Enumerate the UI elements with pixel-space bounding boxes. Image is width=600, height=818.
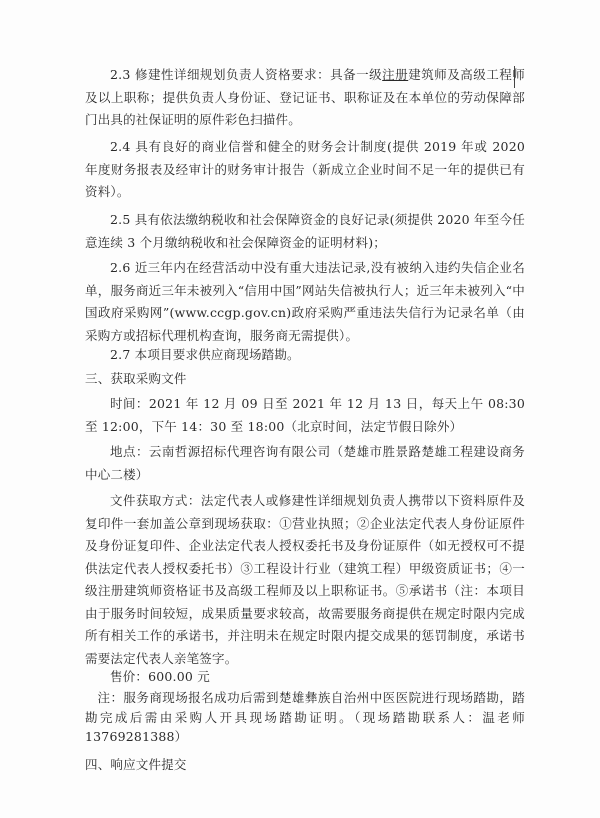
section-2-4-text: 2.4 具有良好的商业信誉和健全的财务会计制度(提供 2019 年或 2020 年度财务报表及经审计的财务审计报告（新成立企业时间不足一年的提供已有资料）。 <box>85 139 525 199</box>
section-2-7-text: 2.7 本项目要求供应商现场踏勘。 <box>110 347 300 362</box>
section-3-title: 三、获取采购文件 <box>85 371 187 386</box>
section-location <box>85 441 525 486</box>
section-2-6-text: 2.6 近三年内在经营活动中没有重大违法记录,没有被纳入违约失信企业名单，服务商近三年未被列入“信用中国”网站失信被执行人；近三年未被列入“中国政府采购网”(www.ccgp.gov.cn)政府采购严重违法失信行为记录名单（由采购方或招标代理机构查询，服务商无需提供）。 <box>85 260 525 343</box>
section-2-4 <box>85 136 525 204</box>
section-time <box>85 393 525 438</box>
section-method <box>85 490 525 670</box>
section-2-3-underlined: 注册 <box>382 67 409 82</box>
section-note <box>85 688 525 747</box>
section-2-3-part-a: 2.3 修建性详细规划负责人资格要求：具备一级 <box>110 67 383 82</box>
section-2-6 <box>85 257 525 347</box>
time-text: 时间：2021 年 12 月 09 日至 2021 年 12 月 13 日，每天上午 08:30 至 12:00，下午 14：30 至 18:00（北京时间，法定节假日除外） <box>85 396 525 434</box>
section-4-title: 四、响应文件提交 <box>85 757 187 772</box>
section-2-7 <box>85 344 525 367</box>
section-2-3 <box>85 64 525 132</box>
method-text: 文件获取方式：法定代表人或修建性详细规划负责人携带以下资料原件及复印件一套加盖公章到现场获取：①营业执照；②企业法定代表人身份证原件及身份证复印件、企业法定代表人授权委托书及身份证原件（如无授权可不提供法定代表人授权委托书）③工程设计行业（建筑工程）甲级资质证书；④一级注册建筑师资格证书及高级工程师及以上职称证书。⑤承诺书（注：本项目由于服务时间较短，成果质量要求较高，故需要服务商提供在规定时限内完成所有相关工作的承诺书，并注明未在规定时限内提交成果的惩罚制度，承诺书需要法定代表人亲笔签字。 <box>85 493 525 666</box>
price-text: 售价：600.00 元 <box>110 669 210 684</box>
section-2-5 <box>85 209 525 254</box>
location-text: 地点：云南哲源招标代理咨询有限公司（楚雄市胜景路楚雄工程建设商务中心二楼） <box>85 444 525 482</box>
section-2-3-text <box>85 64 525 132</box>
note-text: 注：服务商现场报名成功后需到楚雄彝族自治州中医医院进行现场踏勘，踏勘完成后需由采购人开具现场踏勘证明。（现场踏勘联系人：温老师 13769281388） <box>85 690 525 744</box>
section-price <box>85 666 525 689</box>
section-2-5-text: 2.5 具有依法缴纳税收和社会保障资金的良好记录(须提供 2020 年至今任意连续 3 个月缴纳税收和社会保障资金的证明材料)； <box>85 212 525 250</box>
section-2-3-part-b: 建筑师及高级工程师及以上职称；提供负责人身份证、登记证书、职称证及在本单位的劳动保障部门出具的社保证明的原件彩色扫描件。 <box>85 67 525 127</box>
